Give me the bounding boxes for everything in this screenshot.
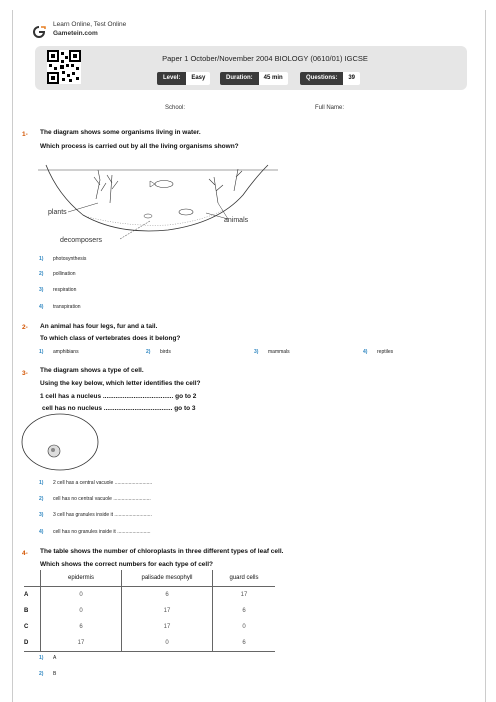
- table-cell: 0: [41, 587, 122, 604]
- q1-option-3[interactable]: respiration: [53, 287, 77, 293]
- col-header-palisade: palisade mesophyll: [122, 570, 213, 587]
- table-cell: 6: [242, 608, 246, 614]
- table-cell: 0: [242, 624, 246, 630]
- row-label: B: [24, 603, 41, 619]
- q1-option-4-number: 4): [39, 304, 44, 310]
- q4-option-2-number: 2): [39, 671, 44, 677]
- q1-option-4[interactable]: transpiration: [53, 304, 81, 310]
- question-2-line1: An animal has four legs, fur and a tail.: [40, 323, 158, 330]
- brand-tagline: Learn Online, Test Online: [53, 21, 127, 28]
- brand-site[interactable]: Gametein.com: [53, 30, 98, 37]
- q3-option-4[interactable]: cell has no granules inside it ........................: [53, 529, 151, 535]
- level-label: Level:: [157, 72, 186, 85]
- question-3-line1: The diagram shows a type of cell.: [40, 367, 144, 374]
- table-corner: [24, 570, 41, 587]
- q2-option-2-number: 2): [146, 349, 151, 355]
- q2-option-2[interactable]: birds: [160, 349, 171, 355]
- q1-option-3-number: 3): [39, 287, 44, 293]
- q1-option-1[interactable]: photosynthesis: [53, 256, 87, 262]
- q3-option-3-number: 3): [39, 512, 44, 518]
- row-label: C: [24, 619, 41, 635]
- table-row: [24, 603, 275, 619]
- table-cell: 6: [41, 619, 122, 635]
- row-label: A: [24, 587, 41, 604]
- question-3-key-line1: 1 cell has a nucleus ....................................... go to 2: [40, 393, 197, 400]
- row-label: D: [24, 635, 41, 652]
- table-row: [24, 619, 275, 635]
- question-2-number: 2-: [22, 324, 28, 331]
- table-cell: 17: [240, 592, 248, 598]
- table-cell: 6: [122, 587, 213, 604]
- q1-option-2-number: 2): [39, 271, 44, 277]
- q3-option-1-number: 1): [39, 480, 44, 486]
- q2-option-3[interactable]: mammals: [268, 349, 290, 355]
- duration-badge: [220, 72, 288, 85]
- table-header-row: [24, 570, 275, 587]
- question-3-number: 3-: [22, 370, 28, 377]
- question-4-number: 4-: [22, 550, 28, 557]
- question-1-line2: Which process is carried out by all the living organisms shown?: [40, 143, 239, 150]
- questions-badge: [300, 72, 360, 85]
- q2-option-4-number: 4): [363, 349, 368, 355]
- question-4-line1: The table shows the number of chloroplasts in three different types of leaf cell.: [40, 548, 284, 555]
- chloroplast-table: [24, 570, 275, 652]
- table-cell: 17: [41, 635, 122, 652]
- label-decomposers: decomposers: [60, 237, 103, 244]
- cell-diagram: [20, 412, 100, 472]
- q1-option-2[interactable]: pollination: [53, 271, 76, 277]
- school-field-label: School:: [165, 105, 186, 111]
- q3-option-4-number: 4): [39, 529, 44, 535]
- questions-label: Questions:: [300, 72, 343, 85]
- table-cell: 0: [122, 635, 213, 652]
- q2-option-1[interactable]: amphibians: [53, 349, 79, 355]
- qr-code-icon: [47, 50, 81, 84]
- label-animals: animals: [224, 217, 249, 224]
- questions-value: 39: [343, 72, 360, 85]
- gametein-logo-icon: [32, 26, 46, 38]
- table-cell: 0: [41, 603, 122, 619]
- table-cell: 17: [122, 603, 213, 619]
- col-header-guard: guard cells: [213, 570, 276, 587]
- q4-option-1[interactable]: A: [53, 655, 57, 661]
- col-header-epidermis: epidermis: [41, 570, 122, 587]
- table-cell: 6: [213, 635, 276, 652]
- level-value: Easy: [186, 72, 210, 85]
- pond-organisms-diagram: [28, 155, 278, 250]
- duration-value: 45 min: [259, 72, 288, 85]
- q3-option-2-number: 2): [39, 496, 44, 502]
- question-4-line2: Which shows the correct numbers for each type of cell?: [40, 561, 214, 568]
- table-cell: 17: [122, 619, 213, 635]
- label-plants: plants: [48, 209, 67, 216]
- q4-option-2[interactable]: B: [53, 671, 57, 677]
- q1-option-1-number: 1): [39, 256, 44, 262]
- question-1-number: 1-: [22, 131, 28, 138]
- q3-option-3[interactable]: 3 cell has granules inside it ...........................: [53, 512, 152, 518]
- paper-title: Paper 1 October/November 2004 BIOLOGY (0610/01) IGCSE: [162, 54, 368, 63]
- q2-option-4[interactable]: reptiles: [377, 349, 394, 355]
- level-badge: [157, 72, 210, 85]
- table-row: [24, 635, 275, 652]
- fullname-field-label: Full Name:: [315, 105, 345, 111]
- q3-option-1[interactable]: 2 cell has a central vacuole ...........................: [53, 480, 153, 486]
- question-3-line2: Using the key below, which letter identifies the cell?: [40, 380, 201, 387]
- q4-option-1-number: 1): [39, 655, 44, 661]
- duration-label: Duration:: [220, 72, 259, 85]
- table-row: [24, 587, 275, 604]
- q2-option-1-number: 1): [39, 349, 44, 355]
- question-2-line2: To which class of vertebrates does it belong?: [40, 335, 181, 342]
- question-3-key-line2: cell has no nucleus ...................................... go to 3: [42, 405, 196, 412]
- q2-option-3-number: 3): [254, 349, 259, 355]
- question-1-line1: The diagram shows some organisms living in water.: [40, 129, 201, 136]
- q3-option-2[interactable]: cell has no central vacuole ...........................: [53, 496, 151, 502]
